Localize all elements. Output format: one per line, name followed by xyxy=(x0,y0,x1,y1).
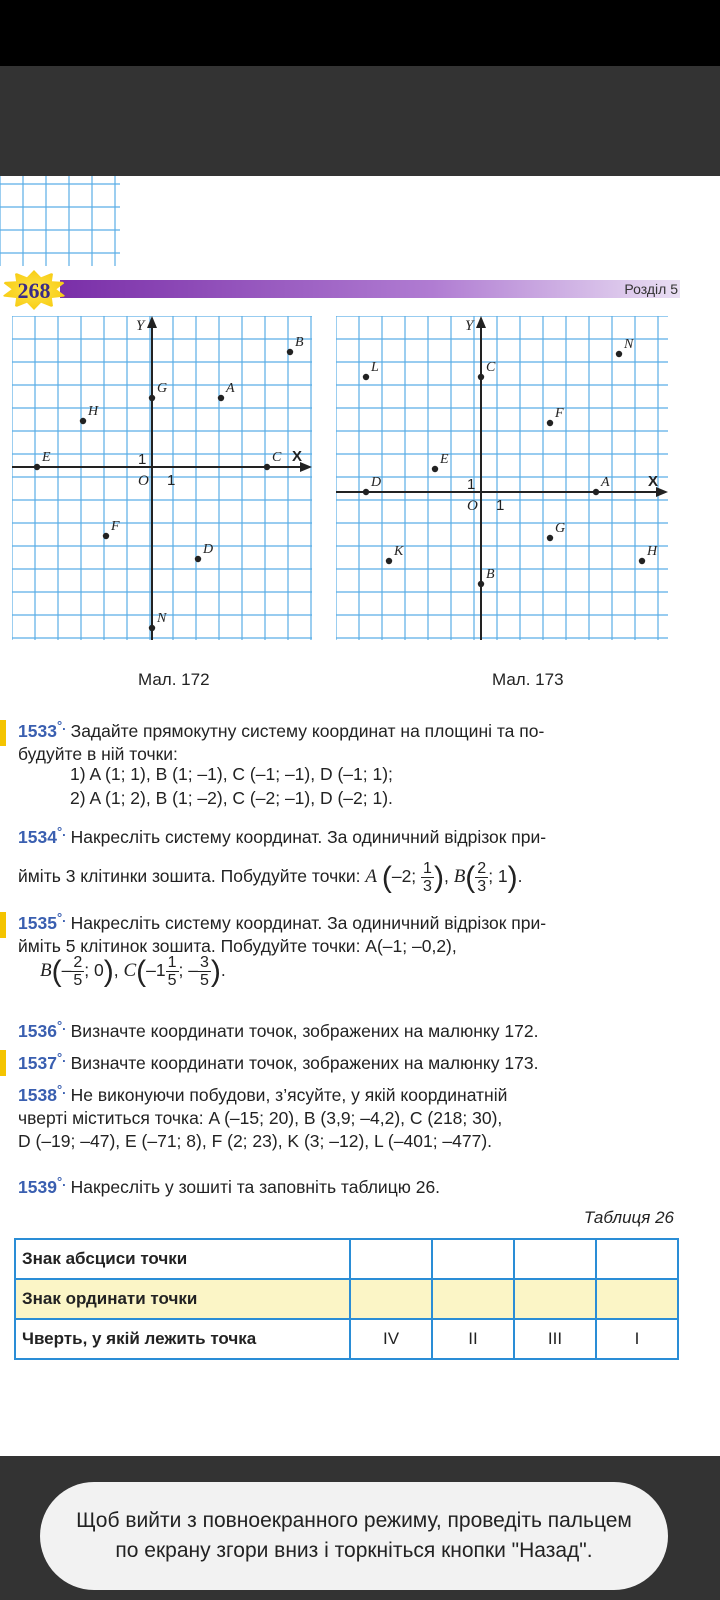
task-text-2: будуйте в ній точки: xyxy=(18,743,178,764)
page-header-bar xyxy=(60,280,680,298)
viewer-top-band xyxy=(0,66,720,176)
point-g xyxy=(149,395,155,401)
numerator: 1 xyxy=(423,860,432,877)
task-degree: °. xyxy=(56,1018,66,1033)
unit-y-label: 1 xyxy=(467,476,476,493)
paren-close: ) xyxy=(103,955,114,988)
y-axis-label: Y xyxy=(465,318,474,334)
table-cell xyxy=(350,1239,432,1279)
unit-x-label: 1 xyxy=(167,472,176,489)
point-label-e: E xyxy=(42,450,51,465)
point-label-f: F xyxy=(555,406,564,421)
point-b-label: B xyxy=(453,866,466,888)
point-label-c: C xyxy=(486,360,496,375)
numerator: 2 xyxy=(73,954,83,971)
point-label-d: D xyxy=(203,542,214,557)
table-row xyxy=(15,1239,678,1279)
task-1534-points: йміть 3 клітинки зошита. Побудуйте точки: A (–2; $\frac{1}{3}$), $B(\frac{2}{3}$; 1). xyxy=(18,860,523,895)
table-cell xyxy=(596,1279,678,1319)
task-1539 xyxy=(18,1170,686,1199)
point-label-a: A xyxy=(226,381,235,396)
point-a-value: –2; xyxy=(391,866,417,887)
table-cell xyxy=(514,1279,596,1319)
point-label-l: L xyxy=(371,360,379,375)
table-cell xyxy=(514,1239,596,1279)
table-caption: Таблиця 26 xyxy=(583,1208,674,1227)
task-number: 1538 xyxy=(18,1084,57,1105)
point-h xyxy=(639,558,645,564)
origin-label: O xyxy=(138,473,149,489)
numerator: 2 xyxy=(477,860,487,877)
task-1537-marker xyxy=(0,1050,6,1076)
point-label-d: D xyxy=(371,475,382,490)
point-a xyxy=(593,489,599,495)
denominator: 5 xyxy=(199,972,209,989)
paren-open: ( xyxy=(465,861,476,894)
point-h xyxy=(80,418,86,424)
paren-open: ( xyxy=(51,955,62,988)
paren-open: ( xyxy=(136,955,147,988)
paren-close: ) xyxy=(507,861,518,894)
point-label-g: G xyxy=(157,381,168,396)
task-1535-points: $B(-\frac{2}{5}$; 0), $C(-1\frac{1}{5}$; $-\frac{3}{5}$). xyxy=(40,954,226,989)
top-grid-fragment xyxy=(0,176,120,266)
point-b-label: B xyxy=(40,960,52,982)
section-title: Розділ 5 xyxy=(624,281,678,297)
point-label-h: H xyxy=(647,544,658,559)
task-number: 1534 xyxy=(18,826,57,847)
task-1533-line-2: 2) A (1; 2), B (1; –2), C (–2; –1), D (–2; 1). xyxy=(70,788,393,808)
unit-x-label: 1 xyxy=(496,497,505,514)
task-text: Накресліть у зошиті та заповніть таблицю 26. xyxy=(70,1176,441,1197)
y-axis-arrow-icon xyxy=(147,316,157,328)
task-number: 1533 xyxy=(18,720,57,741)
table-row xyxy=(15,1279,678,1319)
denominator: 5 xyxy=(167,972,177,989)
fraction xyxy=(421,860,434,895)
point-c-label: C xyxy=(123,960,137,982)
table-row xyxy=(15,1319,678,1359)
point-a xyxy=(218,395,224,401)
task-1533 xyxy=(18,714,686,766)
task-1533-marker xyxy=(0,720,6,746)
fraction xyxy=(166,954,179,989)
table-cell xyxy=(350,1279,432,1319)
row-label: Чверть, у якій лежить точка xyxy=(15,1319,350,1359)
task-degree: °. xyxy=(56,1174,66,1189)
point-d xyxy=(195,556,201,562)
task-degree: °. xyxy=(56,718,66,733)
point-label-n: N xyxy=(157,611,167,626)
task-text-2: йміть 5 клітинок зошита. Побудуйте точки: A(–1; –0,2), xyxy=(18,935,457,956)
point-d xyxy=(363,489,369,495)
task-text: Визначте координати точок, зображених на малюнку 173. xyxy=(70,1052,539,1073)
point-f xyxy=(547,420,553,426)
task-number: 1535 xyxy=(18,912,57,933)
task-degree: °. xyxy=(56,1050,66,1065)
task-text-3: D (–19; –47), E (–71; 8), F (2; 23), K (3; –12), L (–401; –477). xyxy=(18,1130,493,1151)
point-c xyxy=(478,374,484,380)
task-1537 xyxy=(18,1046,686,1075)
task-1536 xyxy=(18,1014,686,1043)
page-number: 268 xyxy=(17,278,51,303)
unit-y-label: 1 xyxy=(138,451,147,468)
point-n xyxy=(616,351,622,357)
task-1535 xyxy=(18,906,686,958)
point-b-value: ; 1 xyxy=(488,866,508,887)
x-axis-label: X xyxy=(292,448,303,465)
task-number: 1539 xyxy=(18,1176,57,1197)
figure-172 xyxy=(12,316,322,646)
table-cell: IV xyxy=(350,1319,432,1359)
point-a-label: A xyxy=(365,866,377,888)
figure-173-caption: Мал. 173 xyxy=(492,670,564,689)
fraction xyxy=(71,954,84,989)
row-label: Знак ординати точки xyxy=(15,1279,350,1319)
task-text-2: чверті міститься точка: A (–15; 20), B (3,9; –4,2), C (218; 30), xyxy=(18,1107,503,1128)
point-label-g: G xyxy=(555,521,566,536)
point-label-h: H xyxy=(88,404,99,419)
point-b-value: ; 0 xyxy=(84,960,104,981)
point-b xyxy=(287,349,293,355)
y-axis-label: Y xyxy=(136,318,145,334)
row-label: Знак абсциси точки xyxy=(15,1239,350,1279)
whole-part: –1 xyxy=(146,960,166,981)
task-text: Не виконуючи побудови, з’ясуйте, у якій координатній xyxy=(70,1084,508,1105)
table-cell: I xyxy=(596,1319,678,1359)
task-1535-marker xyxy=(0,912,6,938)
point-label-n: N xyxy=(624,337,634,352)
point-label-b: B xyxy=(295,335,304,350)
sign: – xyxy=(61,960,72,981)
paren-open: ( xyxy=(381,861,392,894)
task-text: Задайте прямокутну систему координат на площині та по- xyxy=(70,720,545,741)
task-1534 xyxy=(18,820,686,849)
x-axis-label: X xyxy=(648,473,659,490)
point-label-c: C xyxy=(272,450,282,465)
point-e xyxy=(34,464,40,470)
point-label-f: F xyxy=(111,519,120,534)
numerator: 1 xyxy=(167,954,177,971)
point-label-a: A xyxy=(601,475,610,490)
table-cell: III xyxy=(514,1319,596,1359)
status-bar xyxy=(0,0,720,66)
task-1538 xyxy=(18,1078,686,1153)
paren-close: ) xyxy=(210,955,221,988)
task-text: Накресліть систему координат. За одиничний відрізок при- xyxy=(70,826,547,847)
fullscreen-exit-hint[interactable] xyxy=(40,1482,668,1590)
y-axis-arrow-icon xyxy=(476,316,486,328)
paren-close: ) xyxy=(433,861,444,894)
point-e xyxy=(432,466,438,472)
point-c xyxy=(264,464,270,470)
toast-text: Щоб вийти з повноекранного режиму, проведіть пальцем по екрану згори вниз і торкніться кнопки "Назад". xyxy=(76,1509,632,1562)
task-1533-line-1: 1) A (1; 1), B (1; –1), C (–1; –1), D (–1; 1); xyxy=(70,764,393,784)
table-cell xyxy=(432,1239,514,1279)
fraction xyxy=(198,954,211,989)
table-cell: II xyxy=(432,1319,514,1359)
task-text: Накресліть систему координат. За одиничний відрізок при- xyxy=(70,912,547,933)
point-n xyxy=(149,625,155,631)
point-label-b: B xyxy=(486,567,495,582)
task-number: 1537 xyxy=(18,1052,57,1073)
point-f xyxy=(103,533,109,539)
denominator: 3 xyxy=(477,878,487,895)
point-label-e: E xyxy=(440,452,449,467)
task-degree: °. xyxy=(56,1082,66,1097)
task-degree: °. xyxy=(56,910,66,925)
denominator: 3 xyxy=(423,878,432,895)
task-text: Визначте координати точок, зображених на малюнку 172. xyxy=(70,1020,539,1041)
table-cell xyxy=(432,1279,514,1319)
textbook-page xyxy=(0,176,720,1456)
point-g xyxy=(547,535,553,541)
point-label-k: K xyxy=(394,544,404,559)
task-number: 1536 xyxy=(18,1020,57,1041)
point-k xyxy=(386,558,392,564)
numerator: 3 xyxy=(199,954,209,971)
point-l xyxy=(363,374,369,380)
task-text-2: йміть 3 клітинки зошита. Побудуйте точки: xyxy=(18,866,361,887)
denominator: 5 xyxy=(73,972,83,989)
table-26 xyxy=(14,1238,679,1360)
figure-173 xyxy=(336,316,676,646)
table-cell xyxy=(596,1239,678,1279)
separator: ; – xyxy=(178,960,198,981)
figure-172-caption: Мал. 172 xyxy=(138,670,210,689)
task-degree: °. xyxy=(56,824,66,839)
point-b xyxy=(478,581,484,587)
fraction xyxy=(475,860,488,895)
origin-label: O xyxy=(467,498,478,514)
